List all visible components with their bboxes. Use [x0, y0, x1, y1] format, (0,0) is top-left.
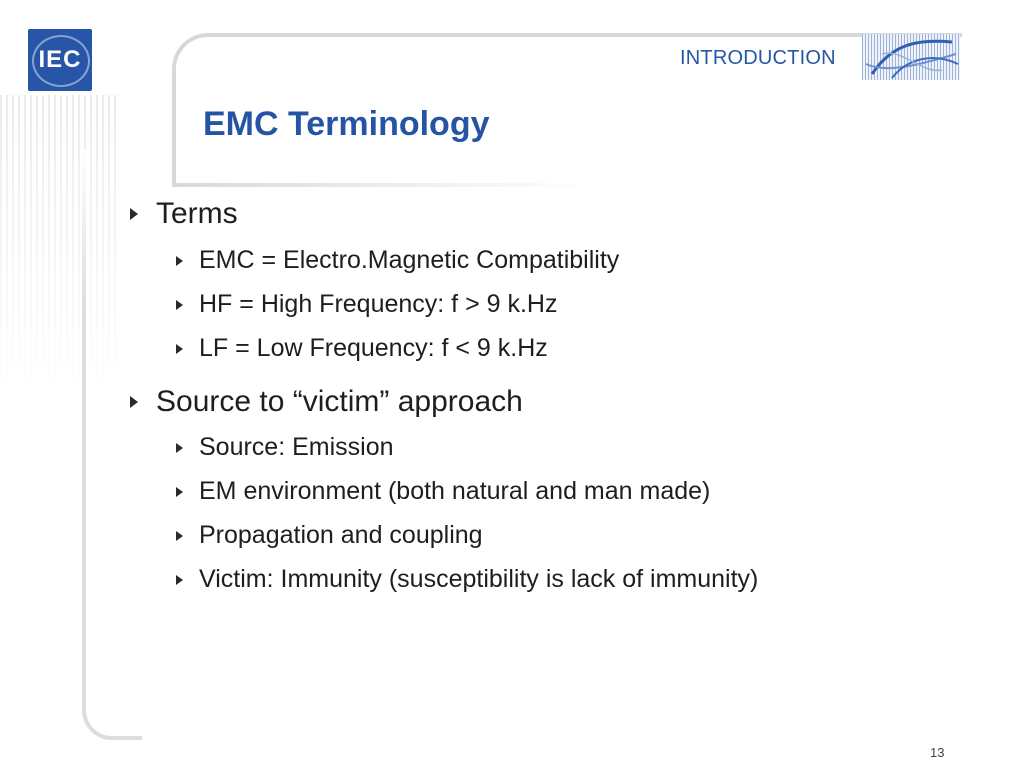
sub-bullet	[176, 565, 758, 594]
sub-bullet-text: EM environment (both natural and man made)	[199, 477, 711, 505]
sub-bullet-text: EMC = Electro.Magnetic Compatibility	[199, 246, 620, 274]
bullet-terms	[130, 197, 238, 231]
logo-text: IEC	[38, 46, 82, 73]
triangle-right-icon	[176, 575, 183, 585]
sub-bullet-text: Propagation and coupling	[199, 521, 483, 549]
sub-bullet	[176, 521, 483, 550]
sub-bullet	[176, 334, 548, 363]
page-number: 13	[930, 745, 945, 760]
triangle-right-icon	[176, 487, 183, 497]
header-graphic	[862, 34, 960, 80]
bullet-heading: Terms	[156, 197, 238, 230]
logo-ring-icon	[32, 35, 90, 87]
frame-left-line	[82, 150, 142, 740]
triangle-right-icon	[130, 396, 138, 408]
sub-bullet	[176, 290, 557, 319]
triangle-right-icon	[176, 256, 183, 266]
section-label: INTRODUCTION	[680, 47, 836, 69]
header-swirl-icon	[862, 34, 960, 80]
sub-bullet-text: LF = Low Frequency: f < 9 k.Hz	[199, 334, 548, 362]
bullet-source-victim	[130, 385, 523, 419]
sub-bullet	[176, 246, 619, 275]
sub-bullet-text: Victim: Immunity (susceptibility is lack of immunity)	[199, 565, 759, 593]
sub-bullet	[176, 477, 710, 506]
triangle-right-icon	[176, 344, 183, 354]
triangle-right-icon	[176, 531, 183, 541]
iec-logo	[28, 29, 92, 91]
triangle-right-icon	[176, 300, 183, 310]
triangle-right-icon	[176, 443, 183, 453]
sub-bullet-text: HF = High Frequency: f > 9 k.Hz	[199, 290, 558, 318]
triangle-right-icon	[130, 208, 138, 220]
sub-bullet-text: Source: Emission	[199, 433, 394, 461]
slide-title: EMC Terminology	[203, 105, 490, 143]
bullet-heading: Source to “victim” approach	[156, 385, 523, 418]
sub-bullet	[176, 433, 394, 462]
